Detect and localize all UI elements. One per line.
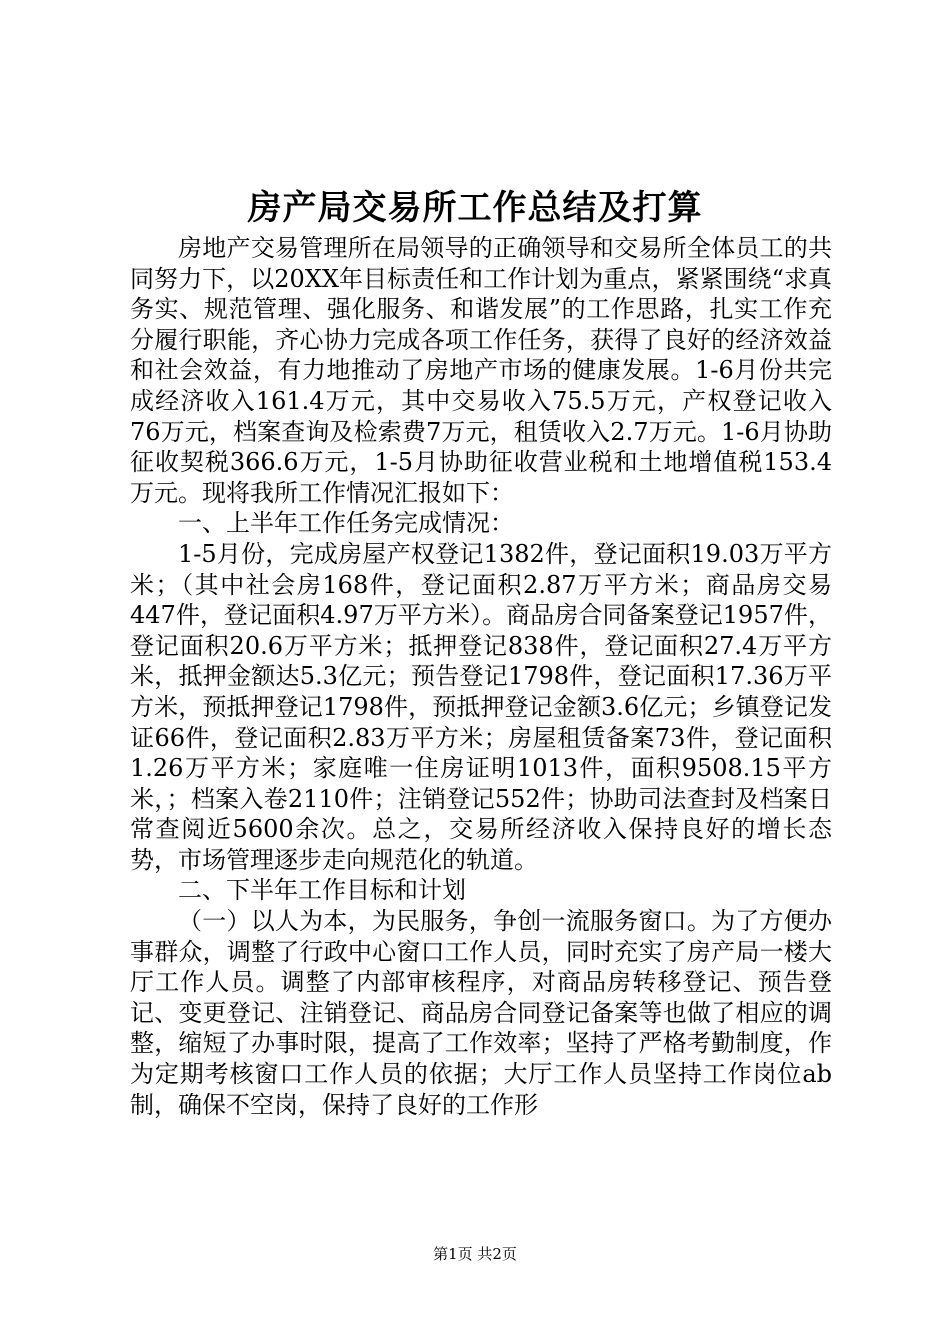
- document-title: 房产局交易所工作总结及打算: [247, 188, 703, 228]
- section-heading-second-half: 二、下半年工作目标和计划: [178, 876, 466, 905]
- document-body: [130, 233, 832, 1120]
- service-window-paragraph: （一）以人为本，为民服务，争创一流服务窗口。为了方便办事群众，调整了行政中心窗口工作人员，同时充实了房产局一楼大厅工作人员。调整了内部审核程序，对商品房转移登记、预告登记、变更登记、注销登记、商品房合同登记备案等也做了相应的调整，缩短了办事时限，提高了工作效率；坚持了严格考勤制度，作为定期考核窗口工作人员的依据；大厅工作人员坚持工作岗位ab制，确保不空岗，保持了良好的工作形: [130, 907, 832, 1119]
- section-heading-first-half: 一、上半年工作任务完成情况：: [178, 509, 514, 538]
- page-number-footer: 第1页 共2页: [433, 1245, 517, 1263]
- intro-paragraph: 房地产交易管理所在局领导的正确领导和交易所全体员工的共同努力下，以20XX年目标责任和工作计划为重点，紧紧围绕“求真务实、规范管理、强化服务、和谐发展”的工作思路，扎实工作充分履行职能，齐心协力完成各项工作任务，获得了良好的经济效益和社会效益，有力地推动了房地产市场的健康发展。1-6月份共完成经济收入161.4万元，其中交易收入75.5万元，产权登记收入76万元，档案查询及检索费7万元，租赁收入2.7万元。1-6月协助征收契税366.6万元，1-5月协助征收营业税和土地增值税153.4万元。现将我所工作情况汇报如下：: [130, 234, 832, 507]
- first-half-details-paragraph: 1-5月份，完成房屋产权登记1382件，登记面积19.03万平方米；（其中社会房168件，登记面积2.87万平方米；商品房交易447件，登记面积4.97万平方米）。商品房合同备案登记1957件，登记面积20.6万平方米；抵押登记838件，登记面积27.4万平方米，抵押金额达5.3亿元；预告登记1798件，登记面积17.36万平方米，预抵押登记1798件，预抵押登记金额3.6亿元；乡镇登记发证66件，登记面积2.83万平方米；房屋租赁备案73件，登记面积1.26万平方米；家庭唯一住房证明1013件，面积9508.15平方米，；档案入卷2110件；注销登记552件；协助司法查封及档案日常查阅近5600余次。总之，交易所经济收入保持良好的增长态势，市场管理逐步走向规范化的轨道。: [130, 539, 832, 874]
